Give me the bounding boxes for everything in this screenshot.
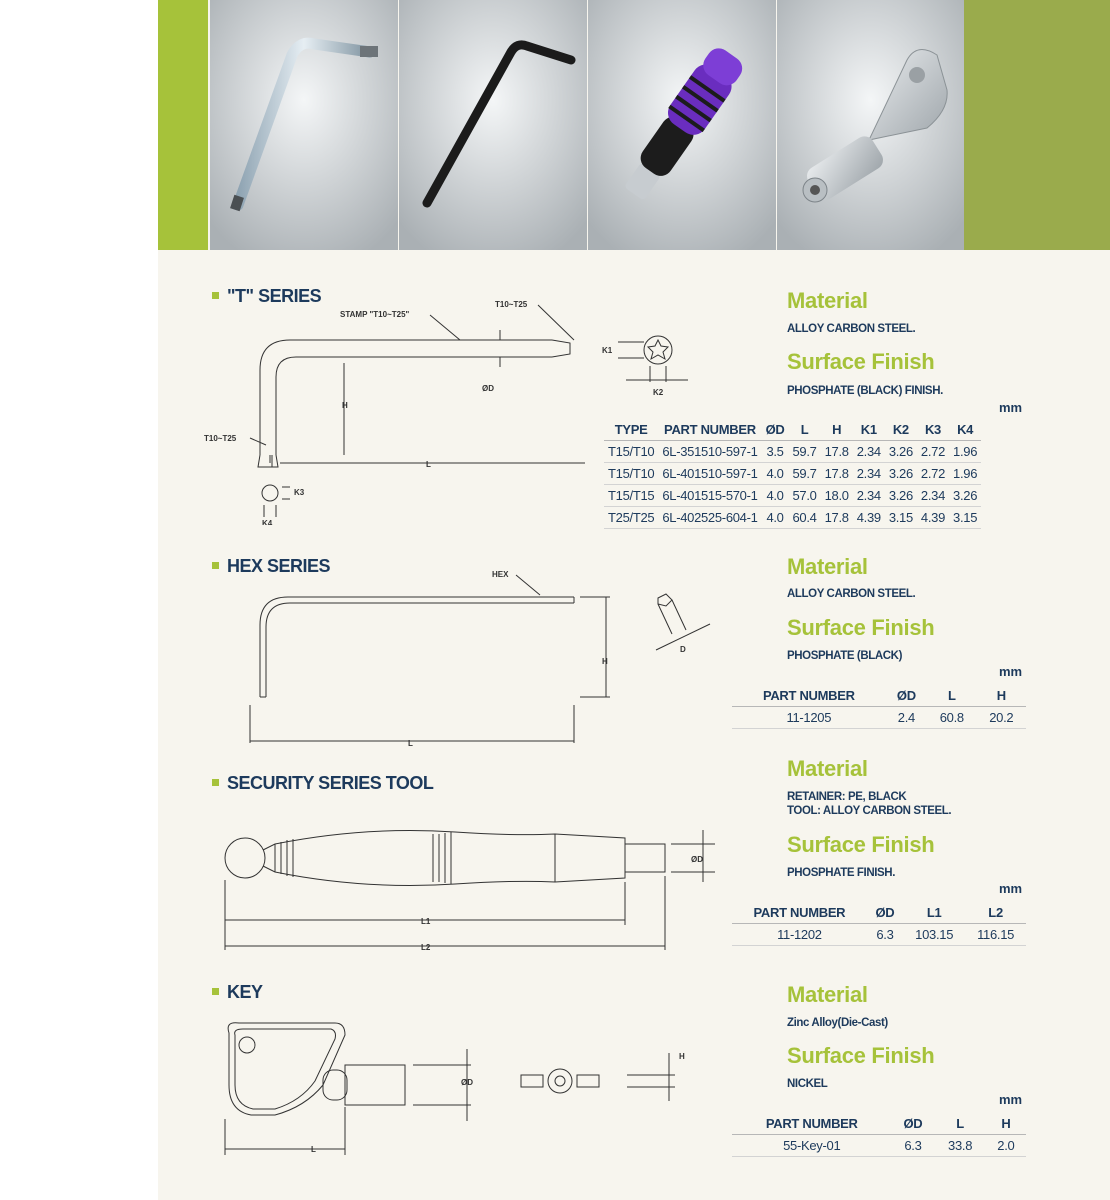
table-cell: 2.34: [853, 463, 885, 485]
column-header: PART NUMBER: [658, 419, 761, 441]
label-h: H: [602, 657, 608, 666]
hex-series-finish-heading: Surface Finish: [787, 615, 935, 640]
table-cell: 17.8: [821, 441, 853, 463]
t-series-finish-heading: Surface Finish: [787, 349, 935, 374]
table-cell: 4.0: [762, 485, 789, 507]
table-cell: 11-1205: [732, 707, 886, 729]
security-series-finish-heading: Surface Finish: [787, 832, 935, 857]
label-h: H: [342, 401, 348, 410]
hex-series-finish-value: PHOSPHATE (BLACK): [787, 650, 903, 662]
hex-series-title: HEX SERIES: [212, 556, 330, 577]
label-l: L: [408, 739, 413, 748]
t-series-spec-table: [604, 419, 981, 529]
table-cell: T25/T25: [604, 507, 658, 529]
hex-series-material-heading: Material: [787, 554, 868, 579]
table-row: [732, 1135, 1026, 1157]
key-material-heading: Material: [787, 982, 868, 1007]
t-series-unit: mm: [999, 400, 1023, 415]
table-cell: 4.0: [762, 507, 789, 529]
table-cell: 1.96: [949, 463, 981, 485]
table-row: [604, 441, 981, 463]
accent-band-left: [158, 0, 208, 250]
table-cell: T15/T10: [604, 441, 658, 463]
security-series-unit: mm: [999, 881, 1023, 896]
table-cell: 4.39: [917, 507, 949, 529]
table-cell: 3.26: [885, 485, 917, 507]
table-cell: T15/T15: [604, 485, 658, 507]
table-cell: 60.4: [788, 507, 820, 529]
t-series-material-value: ALLOY CARBON STEEL.: [787, 323, 916, 335]
bullet-square-icon: [212, 779, 219, 786]
table-cell: 6.3: [891, 1135, 934, 1157]
accent-band-right: [964, 0, 1110, 250]
key-title: KEY: [212, 982, 263, 1003]
table-cell: 17.8: [821, 507, 853, 529]
label-od: ØD: [461, 1078, 473, 1087]
table-cell: 57.0: [788, 485, 820, 507]
column-header: TYPE: [604, 419, 658, 441]
column-header: K4: [949, 419, 981, 441]
security-series-finish-value: PHOSPHATE FINISH.: [787, 867, 895, 879]
table-cell: 116.15: [965, 924, 1026, 946]
hex-series-spec-table: [732, 685, 1026, 729]
column-header: K1: [853, 419, 885, 441]
table-row: [604, 485, 981, 507]
bullet-square-icon: [212, 988, 219, 995]
table-cell: 1.96: [949, 441, 981, 463]
table-cell: 2.0: [986, 1135, 1026, 1157]
table-cell: 3.15: [885, 507, 917, 529]
table-cell: 55-Key-01: [732, 1135, 891, 1157]
table-cell: 59.7: [788, 441, 820, 463]
table-cell: 3.5: [762, 441, 789, 463]
table-header-row: [604, 419, 981, 441]
column-header: ØD: [891, 1113, 934, 1135]
label-stamp: STAMP "T10~T25": [340, 310, 410, 319]
table-cell: 6L-401515-570-1: [658, 485, 761, 507]
table-cell: 20.2: [977, 707, 1026, 729]
table-cell: 18.0: [821, 485, 853, 507]
column-header: H: [986, 1113, 1026, 1135]
hex-series-tip-detail: [640, 590, 720, 660]
column-header: PART NUMBER: [732, 902, 867, 924]
table-cell: 103.15: [903, 924, 965, 946]
material-line-retainer: RETAINER: PE, BLACK: [787, 791, 907, 803]
table-cell: 6L-351510-597-1: [658, 441, 761, 463]
label-l1: L1: [421, 917, 431, 926]
table-cell: 3.26: [885, 463, 917, 485]
table-cell: 60.8: [927, 707, 976, 729]
hex-series-unit: mm: [999, 664, 1023, 679]
table-cell: 2.72: [917, 441, 949, 463]
label-h: H: [679, 1052, 685, 1061]
photo-hex-l-key: [399, 0, 587, 250]
column-header: L: [927, 685, 976, 707]
column-header: PART NUMBER: [732, 685, 886, 707]
column-header: K3: [917, 419, 949, 441]
table-cell: 17.8: [821, 463, 853, 485]
t-series-drawing: [190, 295, 610, 525]
label-hex: HEX: [492, 570, 509, 579]
security-series-material-value: [787, 790, 951, 818]
hex-series-drawing: [240, 565, 620, 755]
t-series-tip-detail: [598, 320, 698, 400]
column-header: K2: [885, 419, 917, 441]
security-series-material-heading: Material: [787, 756, 868, 781]
key-spec-table: [732, 1113, 1026, 1157]
label-l2: L2: [421, 943, 431, 952]
column-header: PART NUMBER: [732, 1113, 891, 1135]
table-cell: 6L-402525-604-1: [658, 507, 761, 529]
t-series-material-heading: Material: [787, 288, 868, 313]
table-cell: 3.15: [949, 507, 981, 529]
label-od: ØD: [482, 384, 494, 393]
column-header: L: [934, 1113, 985, 1135]
table-header-row: [732, 1113, 1026, 1135]
column-header: H: [977, 685, 1026, 707]
key-unit: mm: [999, 1092, 1023, 1107]
key-material-value: Zinc Alloy(Die-Cast): [787, 1017, 888, 1029]
column-header: L2: [965, 902, 1026, 924]
table-cell: 11-1202: [732, 924, 867, 946]
label-d: D: [680, 645, 686, 654]
hex-series-material-value: ALLOY CARBON STEEL.: [787, 588, 916, 600]
photo-torx-l-key: [210, 0, 398, 250]
security-series-title: SECURITY SERIES TOOL: [212, 773, 433, 794]
column-header: L: [788, 419, 820, 441]
table-cell: 6L-401510-597-1: [658, 463, 761, 485]
label-tip-bottom: T10~T25: [204, 434, 237, 443]
label-k2: K2: [653, 388, 664, 397]
security-series-spec-table: [732, 902, 1026, 946]
table-cell: 6.3: [867, 924, 903, 946]
table-cell: 3.26: [949, 485, 981, 507]
photo-key: [777, 0, 964, 250]
photo-security-tool: [588, 0, 776, 250]
table-row: [732, 707, 1026, 729]
table-cell: 2.34: [853, 441, 885, 463]
table-cell: 2.4: [886, 707, 927, 729]
t-series-finish-value: PHOSPHATE (BLACK) FINISH.: [787, 385, 943, 397]
table-cell: 3.26: [885, 441, 917, 463]
label-l: L: [311, 1145, 316, 1154]
label-k1: K1: [602, 346, 613, 355]
key-drawing: [215, 1015, 715, 1165]
column-header: H: [821, 419, 853, 441]
table-row: [732, 924, 1026, 946]
key-finish-value: NICKEL: [787, 1078, 828, 1090]
table-cell: 59.7: [788, 463, 820, 485]
label-tip-top: T10~T25: [495, 300, 528, 309]
table-cell: 4.39: [853, 507, 885, 529]
column-header: ØD: [762, 419, 789, 441]
table-row: [604, 463, 981, 485]
table-cell: 2.34: [917, 485, 949, 507]
column-header: ØD: [886, 685, 927, 707]
label-k3: K3: [294, 488, 305, 497]
label-k4: K4: [262, 519, 273, 525]
table-row: [604, 507, 981, 529]
column-header: ØD: [867, 902, 903, 924]
t-series-title: "T" SERIES: [212, 286, 321, 307]
label-od: ØD: [691, 855, 703, 864]
label-l: L: [426, 460, 431, 469]
key-finish-heading: Surface Finish: [787, 1043, 935, 1068]
table-cell: 2.34: [853, 485, 885, 507]
material-line-tool: TOOL: ALLOY CARBON STEEL.: [787, 805, 952, 817]
table-header-row: [732, 902, 1026, 924]
table-cell: 2.72: [917, 463, 949, 485]
column-header: L1: [903, 902, 965, 924]
table-cell: 4.0: [762, 463, 789, 485]
table-cell: T15/T10: [604, 463, 658, 485]
security-series-drawing: [215, 820, 725, 960]
table-header-row: [732, 685, 1026, 707]
table-cell: 33.8: [934, 1135, 985, 1157]
bullet-square-icon: [212, 562, 219, 569]
